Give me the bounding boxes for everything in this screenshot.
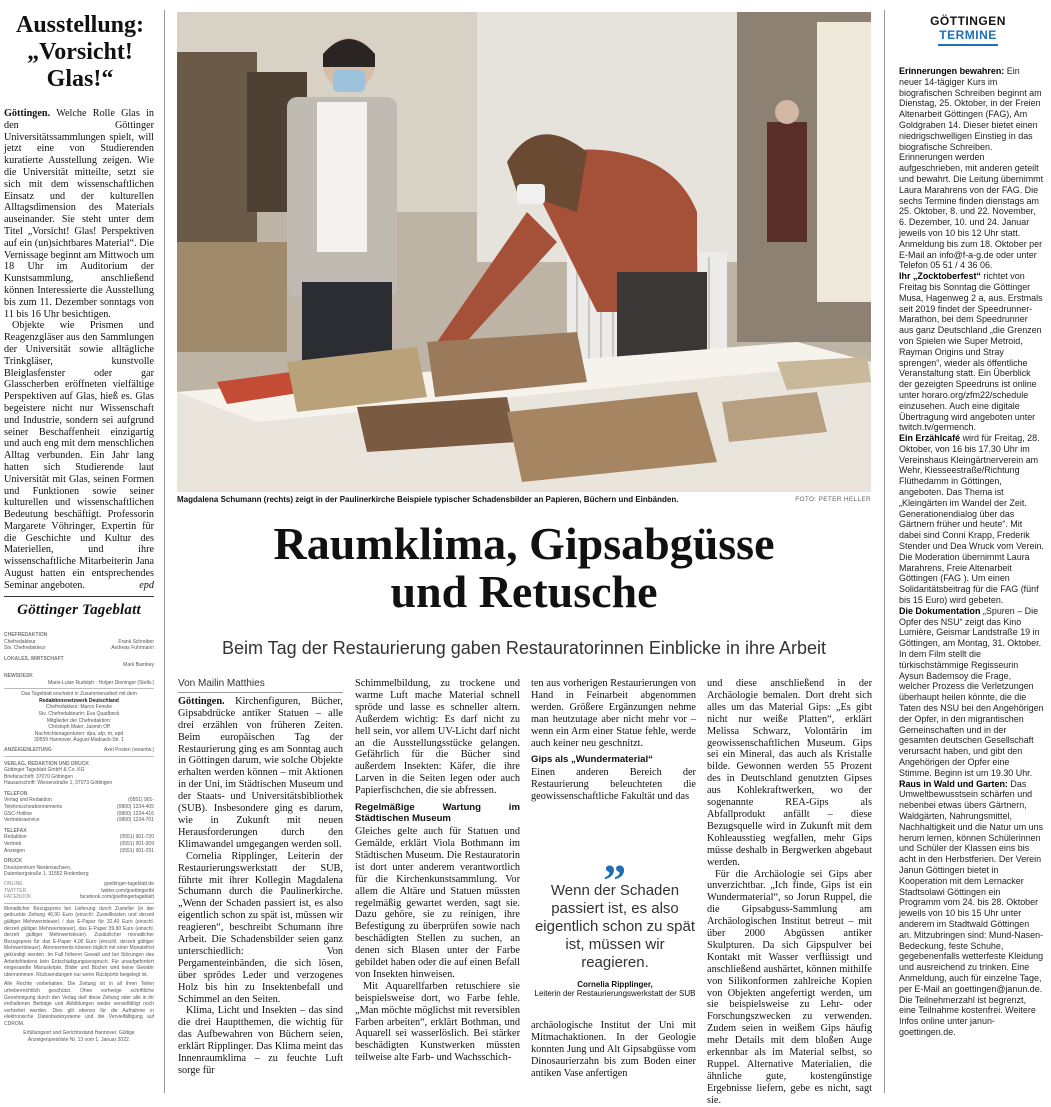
termine-title: GÖTTINGEN (930, 14, 1006, 28)
imp-news-names: Marie-Luise Rudolph · Holger Dieninger (Stellv.) (47, 679, 154, 686)
imp-fine-print: Monatlicher Bezugspreis bei Lieferung durch Zusteller (in der gedruckte Zeitung 46,90 Euro (einschl. Zustellkosten und derzeit gültiger Mehrwertsteuer) / das E-Paper für 32,40 Euro (einschl. derzeit gültiger Mehrwertsteuer), das E-Paper 39,90 Euro (einschl. derzeit gültiger Mehrwertsteuer). Zusätzlicher monatlicher Bezugspreis für das E-Paper 4,00 Euro (einschl. derzeit gültiger Mehrwertsteuer). Abonnements können täglich mit einer Monatsfrist gekündigt werden. Im Fall höherer Gewalt und bei Störungen des Arbeitsfriedens kein Entschädigungsanspruch. Für unaufgefordert eingesandte Manuskripte, Bilder und Bücher wird keine Gewähr übernommen. Rücksendungen nur wenn Rückporto beigelegt ist. (4, 905, 154, 978)
article-paragraph: Klima, Licht und Insekten – das sind die drei Hauptthemen, die wichtig für das Aufbewahren von Büchern seien, erklärt Ripplinger. Das Klima meint das Innenraumklima – zu feuchte Luft sorge für (178, 1005, 343, 1076)
article-column-3-bottom (531, 1020, 696, 1080)
quote-text: Wenn der Schaden passiert ist, es also eigentlich schon zu spät ist, müssen wir reagieren. (534, 882, 696, 971)
left-paragraph-1: Welche Rolle Glas in den Göttinger Universitätssammlungen spielt, will jetzt eine von Studierenden kuratierte Ausstellung zeigen. Wie die Universität mitteilte, setzt sie sich mit dem wissenschaftlichen Einsatz und der kulturellen Alltagsdimension des Materials auseinander. Sie steht unter dem Titel „Vorsicht! Glas! Perspektiven auf ein (un)sichtbares Material“. Die Vernissage beginnt am Mittwoch um 18 Uhr im Auditorium der Kunstsammlung, anschließend können Interessierte die Ausstellung bis zum 11. Dezember sonntags von 11 bis 16 Uhr besichtigen. (4, 108, 154, 320)
imp-row: Redaktion (0551) 901-720 (4, 834, 154, 841)
article-column-4 (707, 678, 872, 1107)
imp-rnd-line: Chefredakteur: Marco Fenske (45, 704, 113, 711)
imp-divider (4, 688, 154, 689)
imp-druck-line: Druckzentrum Niedersachsen, (4, 864, 72, 871)
article-column-2 (355, 678, 520, 1064)
left-article-headline: Ausstellung: „Vorsicht! Glas!“ (15, 12, 145, 92)
imp-footer: Erfüllungsort und Gerichtsstand Hannover. Gültige Anzeigenpreisliste Nr. 13 vom 1. Januar 2022. (23, 1030, 135, 1044)
imp-row: Chefredakteur Frank Schreiber (4, 638, 154, 645)
article-photo (177, 12, 871, 492)
imp-rnd-line: Christoph Maier, Jasmin Off (48, 724, 110, 731)
left-article-body (4, 108, 154, 592)
imp-verlag-label: VERLAG, REDAKTION UND DRUCK (4, 760, 89, 767)
article-lead-place: Göttingen. (178, 695, 225, 707)
quote-mark-icon: „ (603, 831, 627, 882)
headline-line-1: Raumklima, Gipsabgüsse (273, 518, 775, 569)
left-lead-place: Göttingen. (4, 108, 51, 119)
left-paragraph-2: Objekte wie Prismen und Reagenzgläser aus den Sammlungen der Universität sowie alltägliche Trinkgläser, kunstvolle Bleiglasfenster oder gar Glasscherben eröffneten vielfältige Perspektiven auf Glas, hieß es. Glas begeistere nicht nur Wissenschaft und Industrie, sondern sei aufgrund seiner Beschaffenheit einzigartig und auch eng mit dem menschlichen Alltag verbunden. Ein Jahr lang hatten sich Studierende laut Universität mit Glas, seinen Formen und Funktionen sowie seiner kulturellen und wissenschaftlichen Bedeutung beschäftigt. Professorin Margarete Vöhringer, Expertin für die Geschichte und Kultur des Materiellen, und ihre wissenschaftliche Mitarbeiterin Jana August hatten ein entsprechendes Seminar angeboten. (4, 320, 154, 591)
article-crosshead: Regelmäßige Wartung im Städtischen Museum (355, 802, 520, 825)
imp-news-label: NEWSDESK (4, 672, 33, 679)
impressum (4, 628, 154, 1044)
termine-underline (938, 44, 998, 46)
imp-row: FACEBOOK facebook.com/goettingertageblatt (4, 894, 154, 901)
imp-row: Vertriebsservice (0800) 1234-701 (4, 817, 154, 824)
impressum-top-rule (4, 596, 154, 597)
imp-divider (4, 756, 154, 757)
imp-rnd-name: Redaktionsnetzwerk Deutschland (39, 697, 119, 704)
imp-verlag-line: Göttinger Tageblatt GmbH & Co. KG (4, 767, 85, 774)
article-paragraph: und diese anschließend in der Archäologie bemalen. Dort dreht sich alles um das Material Gips: „Es gibt nicht nur weiße Platten“, erklärt Melissa Schwarz, Volontärin im geowissenschaftlichen Museum. Gips sei ein Mineral, das auch als Kristalle bilde. Gewonnen werden 55 Prozent des in Deutschland genutzten Gipses aus Kohlekraftwerken, wo der sogenannte REA-Gips als Abfallprodukt anfällt – diese Bezugsquelle wird in Zukunft mit dem Kohleausstieg wegfallen, mehr Gips müsse deshalb in Bergwerken abgebaut werden. (707, 678, 872, 868)
photo-credit: FOTO: PETER HELLER (795, 496, 871, 503)
photo-illustration (177, 12, 871, 492)
imp-verlag-line: Briefanschrift: 37070 Göttingen (4, 773, 73, 780)
headline-line-2: und Retusche (390, 566, 658, 617)
article-headline (177, 520, 871, 616)
imp-lokal-label: LOKALES, WIRTSCHAFT (4, 655, 64, 662)
imp-row: Stv. Chefredakteur Andreas Fuhrmann (4, 645, 154, 652)
article-paragraph: Kirchenfiguren, Bücher, Gipsabdrücke antiker Statuen – alle drei erzählen von früheren Zeiten. Beim europäischen Tag der Restaurierung ging es am Sonntag auch in Göttingen darum, wie solche Objekte erhalten werden können – mit Aktionen in der Uni, im Städtischen Museum und der Staats- und Universitätsbibliothek (SUB). Insbesondere ging es darum, wie in Zukunft mit neuen Herausforderungen durch den Klimawandel umgegangen werden soll. (178, 695, 343, 850)
imp-row: GSC-Hotline (0800) 1234-416 (4, 810, 154, 817)
column-rule-left (164, 10, 165, 1093)
imp-row: ONLINE goettinger-tageblatt.de (4, 881, 154, 887)
termine-item: Erinnerungen bewahren: Ein neuer 14-tägiger Kurs im biografischen Schreiben beginnt am Dienstag, 25. Oktober, in der Freien Altenarbeit Göttingen (FAG), Am Goldgraben 14. Dieser bietet einen niedrigschwelligen Einstieg in das biografische Schreiben. Erinnerungen werden aufgeschrieben, mit anderen geteilt und bewahrt. Die Leitung übernimmt Laura Marahrens von der FAG. Die sechs Termine finden dienstags am 25. Oktober, 8. und 22. November, 6. Dezember, 10. und 24. Januar jeweils von 10 bis 12 Uhr statt. Anmeldung bis zum 18. Oktober per E-Mail an info@f-a-g.de oder unter Telefon 05 51 / 4 36 06. (899, 66, 1044, 271)
termine-subtitle: TERMINE (939, 28, 997, 42)
imp-rnd-line: Nachrichtenagenturen: dpa, afp, rtr, epd (34, 730, 124, 737)
article-paragraph: Für die Archäologie sei Gips aber unverzichtbar. „Ich finde, Gips ist ein Wundermaterial“, so Jorun Ruppel, die die Gipsabguss-Sammlung am Archäologischen Institut betreut – mit über 2000 Abgüssen antiker Skulpturen. Da sich Gipspulver bei Kontakt mit Wasser verflüssigt und anschließend aushärtet, können mithilfe von Silikonformen zahlreiche Kopien von Objekten angefertigt werden, um sie beispielsweise zu Lehr- oder Forschungszwecken zu verwenden. Zudem seien in weißem Gips häufig mehr Details mit dem bloßen Auge erkennbar als im Material selbst, so Ruppel. Alternative Materialien, die ähnliche gute, kostengünstige Ergebnisse liefern, gebe es nicht, sagt sie. (707, 868, 872, 1106)
termine-header (893, 14, 1043, 46)
imp-druck-line: Dutenbergstraße 1, 31552 Rodenberg (4, 871, 89, 878)
article-column-1 (178, 678, 343, 1077)
imp-rnd-line: Stv. Chefredakteurin: Eva Quadbeck (38, 710, 120, 717)
imp-rnd-line: Mitglieder der Chefredaktion: (46, 717, 112, 724)
imp-rnd-intro: Das Tageblatt erscheint in Zusammenarbeit mit dem (21, 691, 137, 698)
termine-item: Raus in Wald und Garten: Das Umweltbewusstsein schärfen und nebenbei etwas übers Gärtnern, Waldgärten, Nahrungsmittel, Nachhaltigkeit und die Natur um uns herum lernen, können Schülerinnen und Schüler der Klassen eins bis acht in den Herbstferien. Der Verein Janun Göttingen bietet in Kooperation mit dem Lernacker Stadtsolawi Göttingen ein Programm vom 24. bis 28. Oktober jeweils von 10 bis 15 Uhr unter anderem im Stadtwald Göttingen an. Mitzubringen sind: Mund-Nasen-Bedeckung, feste Schuhe, gegebenenfalls wetterfeste Kleidung und ausreichend zu trinken. Eine Anmeldung, auch für einzelne Tage, per E-Mail an goettingen@janun.de. Die Teilnehmerzahl ist begrenzt, eine Teilnahme kostenfrei. Weitere Infos online unter janun-goettingen.de. (899, 778, 1044, 1037)
imp-row: TWITTER twitter.com/goettingertbl (4, 887, 154, 894)
article-paragraph: Cornelia Ripplinger, Leiterin der Restaurierungswerkstatt der SUB, führte mit ihrer Kollegin Magdalena Schumann durch die Paulinerkirche. „Wenn der Schaden passiert ist, es also eigentlich schon zu spät ist, müssen wir reagieren“, beschreibt Schumann ihre Arbeit. Die Schadensbilder seien ganz unterschiedlich: Von Pergamenteinbänden, die sich lösen, über sprödes Leder und verzogenes Holz bis hin zu Insektenbefall und Schimmel an den Seiten. (178, 850, 343, 1005)
quote-author: Cornelia Ripplinger, (577, 980, 653, 989)
imp-tel-label: TELEFON (4, 790, 28, 797)
imp-rights: Alle Rechte vorbehalten. Die Zeitung ist in all ihren Teilen urheberrechtlich geschützt. Ohne vorherige schriftliche Genehmigung durch den Verlag darf diese Zeitung oder alle in ihr enthaltenen Beiträge und Abbildungen weder vervielfältigt noch verbreitet werden. Dies gilt ebenso für die Aufnahme in elektronische Datenbanksysteme und die Vervielfältigung auf CDROM. (4, 981, 154, 1027)
article-crosshead: Gips als „Wundermaterial“ (531, 754, 653, 766)
article-paragraph: ten aus vorherigen Restaurierungen von Hand in Feinarbeit abgenommen werden. Größere Ergänzungen nehme man heutzutage aber nicht mehr vor – wenn ein Arm einer Statue fehle, werde auch keiner neu geschnitzt. (531, 678, 696, 749)
imp-rnd-line: 30559 Hannover, August-Madsack-Str. 1 (34, 737, 124, 744)
newspaper-logo: Göttinger Tageblatt (17, 602, 141, 618)
imp-row: Telefonischeabonnements (0800) 1234-405 (4, 804, 154, 811)
imp-row: Anzeigen (0551) 901-291 (4, 847, 154, 854)
article-paragraph: Einen anderen Bereich der Restaurierung beleuchteten die geowissenschaftliche Fakultät und das (531, 767, 696, 803)
imp-row: Vertrieb (0551) 901-309 (4, 841, 154, 848)
column-rule-right (884, 10, 885, 1093)
article-paragraph: archäologische Institut der Uni mit Mitmachaktionen. In der Geologie konnten Jung und Alt Gipsabgüsse vom Dinosaurierzahn bis zum Boden einer antiken Vase anfertigen (531, 1020, 696, 1079)
imp-row: Verlag und Redaktion (0551) 901- (4, 797, 154, 804)
termine-item: Ein Erzählcafé wird für Freitag, 28. Oktober, von 16 bis 17.30 Uhr im Vereinshaus Kleingärtnerverein am Wehr, Kiesseestraße/Richtung Flüthedamm in Göttingen, angeboten. Das Thema ist „Kleingärten im Wandel der Zeit. Generationendialog über das Gärtnern früher und heute“. Mit dabei sind Conni Krapp, Frederik Stender und Dea Wruck vom Verein. Die Moderation übernimmt Laura Marahrens, Freie Altenarbeit Göttingen (FAG ). Um einen Solidaritätsbeitrag für die FAG (fünf bis 15 Euro) wird gebeten. (899, 433, 1044, 606)
article-paragraph: Gleiches gelte auch für Statuen und Gemälde, erklärt Viola Bothmann im Städtischen Museum. Die Restauratorin ist dort unter anderem verantwortlich für die Kirchenkunstsammlung. Vor allem die Altäre und Statuen müssten regelmäßig gewartet werden, sagt sie. Dazu gehöre, sie zu reinigen, ihre Befestigung zu überprüfen sowie nach beschädigten Stellen zu suchen, an denen sich Blasen unter der Farbe gebildet haben oder die auf einen Befall von Insekten hinweisen. (355, 826, 520, 980)
termine-item: Die Dokumentation „Spuren – Die Opfer des NSU“ zeigt das Kino Lumière, Geismar Landstraße 19 in Göttingen, am Montag, 31. Oktober. In dem Film stellt die türkischstämmige Regisseurin Aysun Bademsoy die Frage, welcher Prozess die Verletzungen überhaupt heilen könnte, die die Taten des NSU bei den Angehörigen der Opfer, in den migrantischen Gemeinschaften und in der gesamten deutschen Gesellschaft verursacht haben, und gibt den Angehörigen der Opfer eine Stimme. Beginn ist um 19.30 Uhr. (899, 605, 1044, 778)
imp-lokal-name: Mark Bambey (123, 662, 154, 669)
pull-quote (530, 831, 700, 999)
termine-list (899, 66, 1044, 1038)
article-paragraph: Mit Aquarellfarben retuschiere sie beispielsweise dort, wo Farbe fehle. „Man möchte möglichst mit reversiblen Farben arbeiten“, erklärt Bothman, und Aquarell sei wasserlöslich. Bei stärker beschädigten Kunstwerken müssten teilweise alte Farb- und Wachsschich- (355, 980, 520, 1064)
photo-caption: Magdalena Schumann (rechts) zeigt in der Paulinerkirche Beispiele typischer Schadensbilder an Papieren, Büchern und Einbänden. (177, 495, 679, 504)
imp-row: ANZEIGENLEITUNG Axel Posten (verantw.) (4, 746, 154, 753)
termine-item: Ihr „Zocktoberfest“ richtet von Freitag bis Sonntag die Göttinger Musa, Hagenweg 2 a, aus. Erstmals seit 2019 findet der Speedrunner-Marathon, bei dem Speedrunner aus ganz Deutschland „die Grenzen von Spielen wie Super Metroid, Rayman Origins und Stray sprengen“, wieder als öffentliche Veranstaltung statt. Ein Überblick der gezeigten Speedruns ist online unter horaro.org/zfm22/schedule einzusehen. Auch eine digitale Übertragung wird angeboten unter twitch.tv/germench. (899, 271, 1043, 433)
article-column-3 (531, 678, 696, 803)
byline: Von Mailin Matthies (178, 678, 343, 693)
article-paragraph: Schimmelbildung, zu trockene und warme Luft mache Material schnell spröde und lasse es schneller altern. Außerdem wichtig: Es darf nicht zu hell sein, vor allem UV-Licht darf nicht an die Ausstellungsstücke gelangen. Gefährlich für die Bücher sind außerdem Insekten: Käfer, die ihre Larven in die Seiten legen oder auch Papierfischchen, die sie abfressen. (355, 678, 520, 797)
imp-divider (4, 903, 154, 904)
quote-author-role: Leiterin der Restaurierungswerkstatt der SUB (534, 989, 696, 998)
imp-fax-label: TELEFAX (4, 827, 27, 834)
imp-chef-label: CHEFREDAKTION (4, 632, 48, 638)
imp-druck-label: DRUCK (4, 858, 23, 865)
imp-verlag-line: Hausanschrift: Wiesenstraße 1, 37073 Göttingen (4, 780, 113, 787)
left-signature: epd (139, 579, 154, 591)
article-subheadline: Beim Tag der Restaurierung gaben Restauratorinnen Einblicke in ihre Arbeit (221, 638, 827, 658)
